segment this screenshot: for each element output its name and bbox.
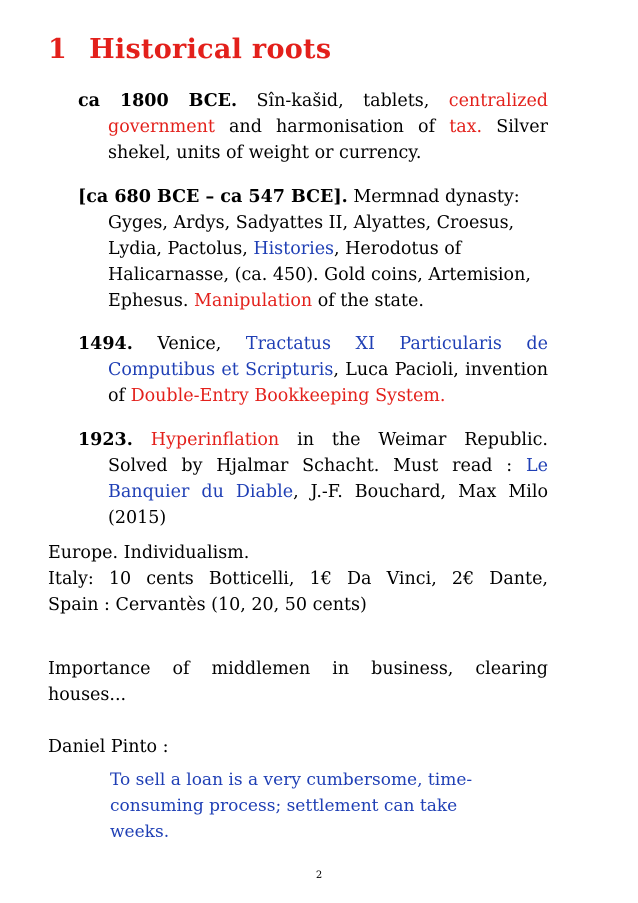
highlight-red: tax. (449, 117, 483, 137)
europe-line-1: Europe. Individualism. (48, 543, 250, 563)
section-number: 1 (48, 34, 68, 65)
europe-line-2: Italy: 10 cents Botticelli, 1€ Da Vinci, 2€ Dante, (48, 569, 548, 589)
section-title: Historical roots (89, 34, 332, 65)
entry-text: Silver shekel, units of weight or currency. (108, 117, 549, 163)
entry-date: 1923. (78, 429, 133, 450)
timeline-entry-1494 (78, 331, 548, 409)
section-heading (48, 34, 331, 65)
timeline-entry-680bce (78, 184, 548, 314)
entry-text: , Luca Pacioli, invention of (108, 360, 549, 406)
highlight-red: Manipulation (193, 290, 313, 311)
reference-blue: Le Banquier du Diable (108, 455, 548, 502)
entry-date: [ca 680 BCE – ca 547 BCE]. (78, 186, 348, 207)
middlemen-paragraph: Importance of middlemen in business, clearing houses... (48, 659, 548, 705)
highlight-red: Hyperinflation (150, 429, 280, 450)
europe-paragraph (48, 540, 548, 618)
timeline-list (78, 88, 548, 535)
reference-blue: Tractatus XI Particularis de Computibus et Scripturis (108, 334, 548, 380)
page-number: 2 (315, 870, 323, 881)
timeline-entry-1800bce (78, 88, 548, 166)
highlight-red: centralized government (108, 91, 548, 137)
pinto-label: Daniel Pinto : (48, 737, 169, 757)
europe-line-3: Spain : Cervantès (10, 20, 50 cents) (48, 595, 367, 615)
entry-text: Mermnad dynasty: Gyges, Ardys, Sadyattes II, Alyattes, Croesus, Lydia, Pactolus, (108, 186, 520, 259)
entry-text: of the state. (312, 290, 424, 311)
entry-text: in the Weimar Republic. Solved by Hjalmar Schacht. Must read : (108, 429, 548, 476)
entry-date: ca 1800 BCE. (78, 91, 238, 111)
entry-date: 1494. (78, 334, 133, 354)
entry-text: Sîn-kašid, tablets, (237, 91, 449, 111)
reference-blue: Histories (253, 238, 335, 259)
entry-text: , Herodotus of Halicarnasse, (ca. 450). Gold coins, Artemision, Ephesus. (108, 238, 531, 311)
entry-text: , J.-F. Bouchard, Max Milo (2015) (108, 481, 548, 528)
entry-text: and harmonisation of (214, 117, 450, 137)
entry-text: Venice, (132, 334, 246, 354)
highlight-red: Double-Entry Bookkeeping System. (130, 386, 446, 406)
pinto-quote: To sell a loan is a very cumbersome, time-consuming process; settlement can take weeks. (110, 770, 473, 842)
timeline-entry-1923 (78, 427, 548, 531)
